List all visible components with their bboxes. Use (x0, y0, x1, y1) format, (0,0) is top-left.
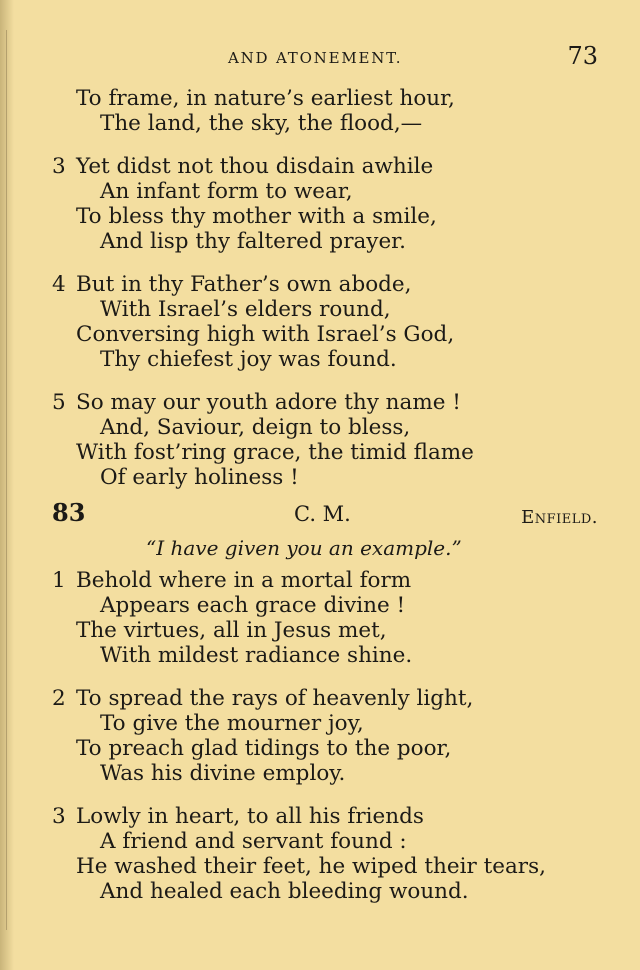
verse-line-text: Yet didst not thou disdain awhile (76, 154, 434, 179)
verse-line: With fost’ring grace, the timid flame (76, 440, 474, 465)
hymn-heading (0, 494, 640, 534)
hymn-stanza-1 (0, 568, 640, 668)
verse-line: Conversing high with Israel’s God, (76, 322, 455, 347)
verse-line: And lisp thy faltered prayer. (100, 229, 406, 254)
hymn-meter: C. M. (294, 502, 351, 526)
stanza-number: 5 (52, 390, 66, 415)
hymn-stanza-2 (0, 686, 640, 786)
page-header (0, 40, 640, 72)
verse-line-text: But in thy Father’s own abode, (76, 272, 412, 297)
verse-line: And, Saviour, deign to bless, (100, 415, 411, 440)
running-head: AND ATONEMENT. (228, 49, 403, 67)
stanza-number: 3 (52, 154, 66, 179)
verse-line: Was his divine employ. (100, 761, 346, 786)
hymn-number: 83 (52, 498, 86, 527)
stanza-continuation (0, 86, 640, 136)
stanza-number: 3 (52, 804, 66, 829)
verse-line: A friend and servant found : (100, 829, 407, 854)
verse-line (0, 390, 640, 415)
page-number: 73 (567, 42, 598, 70)
verse-line: With Israel’s elders round, (100, 297, 391, 322)
verse-line-text: To spread the rays of heavenly light, (76, 686, 474, 711)
verse-line: To give the mourner joy, (100, 711, 364, 736)
verse-line: He washed their feet, he wiped their tears, (76, 854, 546, 879)
verse-line: Thy chiefest joy was found. (100, 347, 397, 372)
stanza-4 (0, 272, 640, 372)
verse-line-text: Lowly in heart, to all his friends (76, 804, 424, 829)
hymn-text (0, 86, 640, 904)
stanza-3 (0, 154, 640, 254)
verse-line-text: So may our youth adore thy name ! (76, 390, 461, 415)
stanza-number: 4 (52, 272, 66, 297)
verse-line: Of early holiness ! (100, 465, 299, 490)
hymn-stanza-3 (0, 804, 640, 904)
verse-line-text: Behold where in a mortal form (76, 568, 412, 593)
stanza-number: 2 (52, 686, 66, 711)
verse-line: An infant form to wear, (100, 179, 353, 204)
verse-line (0, 568, 640, 593)
verse-line: To preach glad tidings to the poor, (76, 736, 452, 761)
verse-line: Appears each grace divine ! (100, 593, 406, 618)
verse-line (0, 804, 640, 829)
verse-line (0, 154, 640, 179)
stanza-number: 1 (52, 568, 66, 593)
verse-line: And healed each bleeding wound. (100, 879, 469, 904)
stanza-5 (0, 390, 640, 490)
hymn-epigraph: “I have given you an example.” (146, 536, 462, 560)
verse-line (0, 686, 640, 711)
verse-line: To bless thy mother with a smile, (76, 204, 437, 229)
verse-line: With mildest radiance shine. (100, 643, 413, 668)
verse-line: The virtues, all in Jesus met, (76, 618, 387, 643)
verse-line: To frame, in nature’s earliest hour, (76, 86, 455, 111)
verse-line (0, 272, 640, 297)
verse-line: The land, the sky, the flood,— (100, 111, 423, 136)
hymn-tune: Enfield. (521, 507, 598, 528)
